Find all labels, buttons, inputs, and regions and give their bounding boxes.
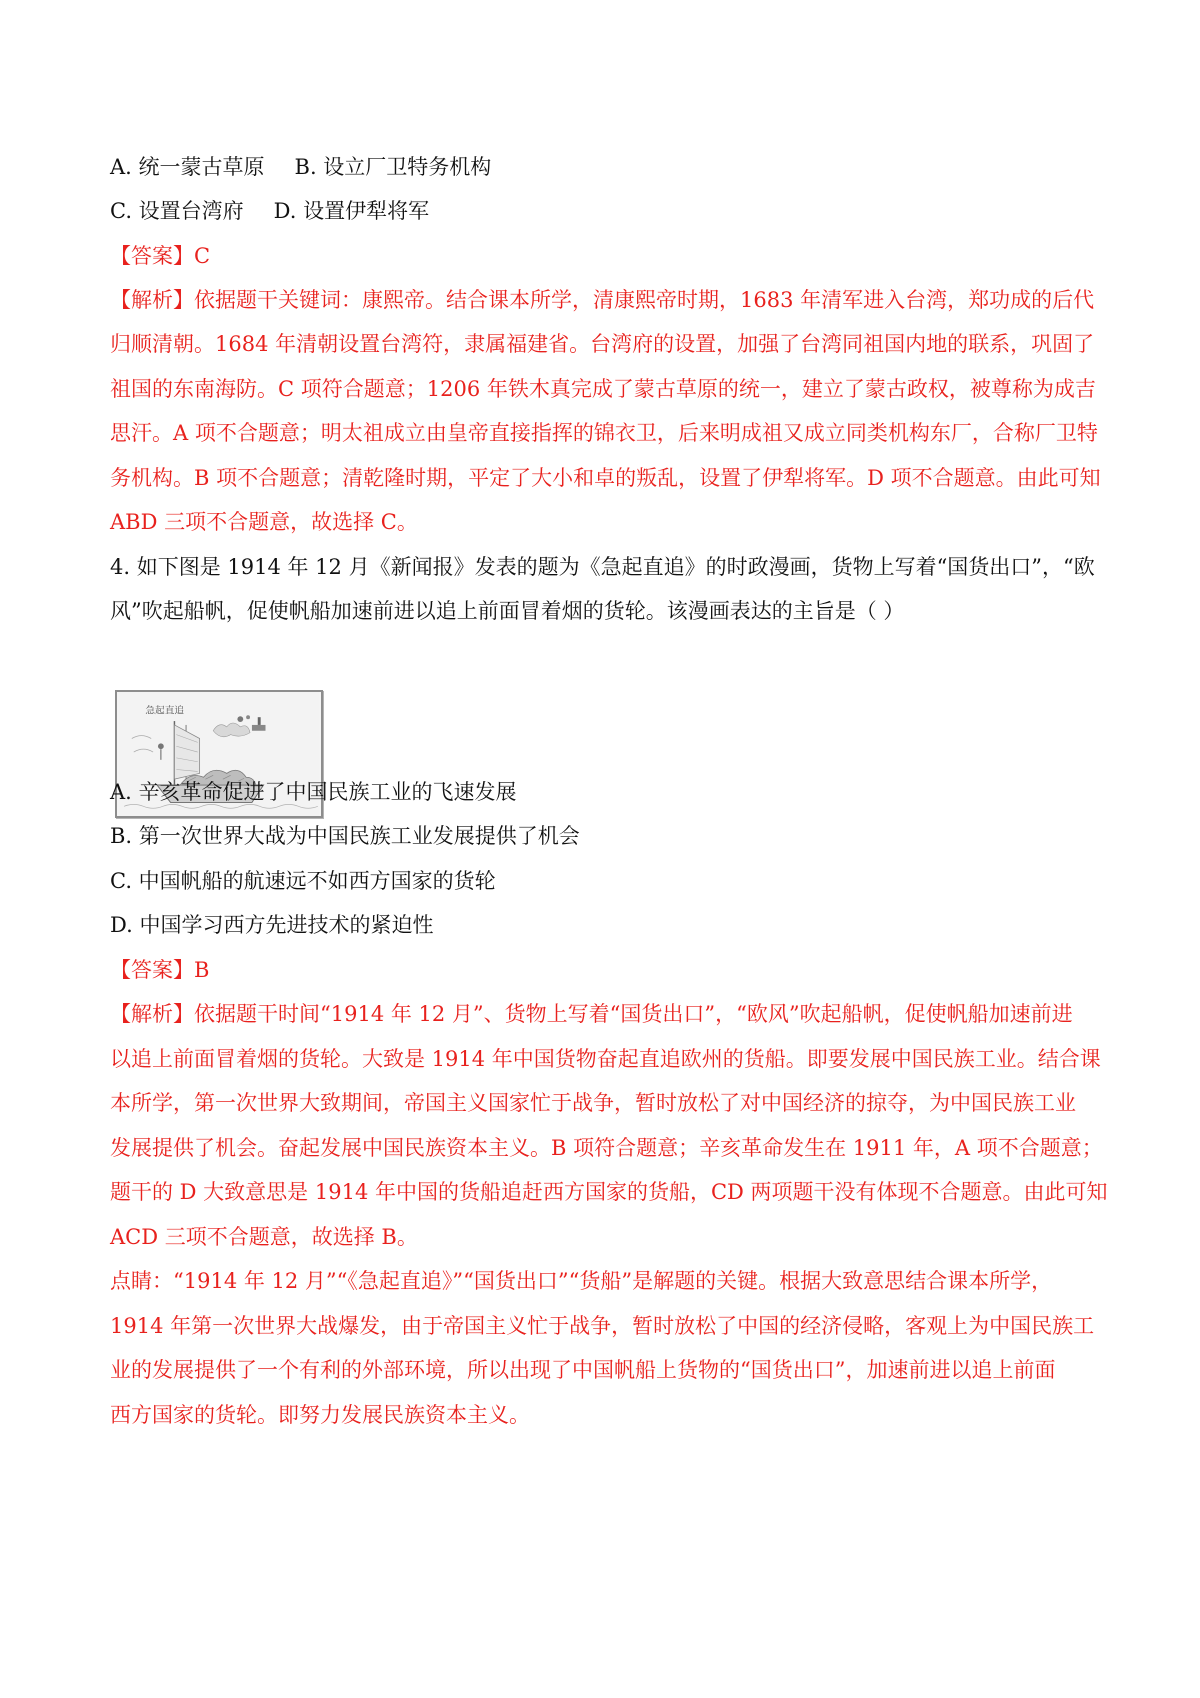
q4-dianjing-line-2: 1914 年第一次世界大战爆发，由于帝国主义忙于战争，暂时放松了中国的经济侵略，客观上为中国民族工 [110,1314,1095,1338]
q3-analysis-tag: 【解析】 [110,288,194,312]
q4-answer-tag: 【答案】 [110,958,194,982]
q4-analysis-line-3: 本所学，第一次世界大致期间，帝国主义国家忙于战争，暂时放松了对中国经济的掠夺，为中国民族工业 [110,1091,1076,1115]
cartoon-caption: 急起直追 [145,705,185,717]
q4-analysis-tag: 【解析】 [110,1002,194,1026]
q3-option-d: D. 设置伊犁将军 [273,199,430,223]
q4-analysis-line-1 [110,1000,1090,1028]
q4-dianjing-line-4: 西方国家的货轮。即努力发展民族资本主义。 [110,1403,530,1427]
q4-stem-line-2: 风”吹起船帆，促使帆船加速前进以追上前面冒着烟的货轮。该漫画表达的主旨是（ ） [110,599,905,623]
q3-analysis-line-4: 思汗。A 项不合题意；明太祖成立由皇帝直接指挥的锦衣卫，后来明成祖又成立同类机构东厂，合称厂卫特 [110,421,1098,445]
q4-analysis-line-4: 发展提供了机会。奋起发展中国民族资本主义。B 项符合题意；辛亥革命发生在 1911 年，A 项不合题意； [110,1136,1103,1160]
q3-option-b: B. 设立厂卫特务机构 [294,155,492,179]
q4-analysis-line-2: 以追上前面冒着烟的货轮。大致是 1914 年中国货物奋起直追欧州的货船。即要发展中国民族工业。结合课 [110,1047,1101,1071]
q3-options-row-1 [110,153,1090,181]
q4-analysis-text: 依据题干时间“1914 年 12 月”、货物上写着“国货出口”，“欧风”吹起船帆，促使帆船加速前进 [194,1002,1073,1026]
q4-option-d: D. 中国学习西方先进技术的紧迫性 [110,913,434,937]
q3-analysis-line-1 [110,286,1095,314]
q4-option-b: B. 第一次世界大战为中国民族工业发展提供了机会 [110,824,580,848]
q3-analysis-line-3: 祖国的东南海防。C 项符合题意；1206 年铁木真完成了蒙古草原的统一，建立了蒙古政权，被尊称为成吉 [110,377,1096,401]
q4-option-c: C. 中国帆船的航速远不如西方国家的货轮 [110,869,496,893]
q3-answer [110,242,1090,270]
q4-analysis-line-6: ACD 三项不合题意，故选择 B。 [110,1225,418,1249]
q3-option-a: A. 统一蒙古草原 [110,155,265,179]
q4-answer-value: B [194,958,210,982]
q4-analysis-line-5: 题干的 D 大致意思是 1914 年中国的货船追赶西方国家的货船，CD 两项题干没有体现不合题意。由此可知 [110,1180,1108,1204]
q3-analysis-line-5: 务机构。B 项不合题意；清乾隆时期，平定了大小和卓的叛乱，设置了伊犁将军。D 项不合题意。由此可知 [110,466,1101,490]
q4-dianjing-line-3: 业的发展提供了一个有利的外部环境，所以出现了中国帆船上货物的“国货出口”，加速前进以追上前面 [110,1358,1056,1382]
q3-option-c: C. 设置台湾府 [110,199,244,223]
q4-answer [110,956,1090,984]
q3-answer-value: C [194,244,211,268]
q3-analysis-line-6: ABD 三项不合题意，故选择 C。 [110,510,418,534]
q3-analysis-line-2: 归顺清朝。1684 年清朝设置台湾符，隶属福建省。台湾府的设置，加强了台湾同祖国内地的联系，巩固了 [110,332,1095,356]
q3-options-row-2 [110,197,1090,225]
q4-dianjing-line-1: 点睛：“1914 年 12 月”“《急起直追》”“国货出口”“货船”是解题的关键。根据大致意思结合课本所学， [110,1269,1053,1293]
q4-option-a: A. 辛亥革命促进了中国民族工业的飞速发展 [110,780,517,804]
q3-analysis-text: 依据题干关键词：康熙帝。结合课本所学，清康熙帝时期，1683 年清军进入台湾，郑功成的后代 [194,288,1095,312]
q3-answer-tag: 【答案】 [110,244,194,268]
q4-stem-line-1: 4. 如下图是 1914 年 12 月《新闻报》发表的题为《急起直追》的时政漫画，货物上写着“国货出口”，“欧 [110,555,1095,579]
